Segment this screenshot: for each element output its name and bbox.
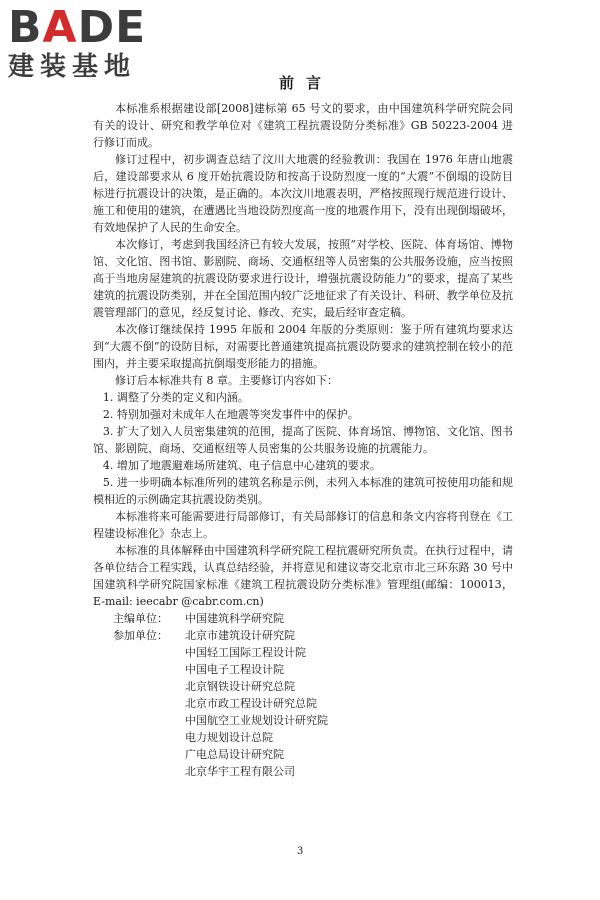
paragraph: 本次修订，考虑到我国经济已有较大发展，按照“对学校、医院、体育场馆、博物馆、文化馆、图书馆、影剧院、商场、交通枢纽等人员密集的公共服务设施，应当按照高于当地房屋建筑的抗震设防要求进行设计，增强抗震设防能力”的要求，提高了某些建筑的抗震设防类别，并在全国范围内较广泛地征求了有关设计、科研、教学单位及抗震管理部门的意见，经反复讨论、修改、充实，最后经审查定稿。 [93, 238, 513, 319]
revision-item: 4. 增加了地震避难场所建筑、电子信息中心建筑的要求。 [102, 459, 381, 472]
paragraph: 本次修订继续保持 1995 年版和 2004 年版的分类原则：鉴于所有建筑均要求达到“大震不倒”的设防目标，对需要比普通建筑提高抗震设防要求的建筑控制在较小的范围内，并主要采取提高抗倒塌变形能力的措施。 [93, 323, 513, 370]
paragraph: 本标准将来可能需要进行局部修订，有关局部修订的信息和条文内容将刊登在《工程建设标准化》杂志上。 [93, 510, 513, 540]
participating-unit: 电力规划设计总院 [185, 731, 273, 744]
revision-item: 1. 调整了分类的定义和内涵。 [102, 391, 249, 404]
chief-unit-label: 主编单位： [113, 612, 168, 625]
participating-label: 参加单位： [113, 629, 168, 642]
participating-unit: 中国轻工国际工程设计院 [185, 646, 306, 659]
participating-unit: 北京市政工程设计研究总院 [185, 697, 317, 710]
revision-item: 2. 特别加强对未成年人在地震等突发事件中的保护。 [102, 408, 359, 421]
bade-logo [8, 2, 178, 82]
participating-unit: 北京市建筑设计研究院 [185, 629, 295, 642]
participating-unit: 广电总局设计研究院 [185, 748, 284, 761]
paragraph: 修订过程中，初步调查总结了汶川大地震的经验教训：我国在 1976 年唐山地震后，建设部要求从 6 度开始抗震设防和按高于设防烈度一度的“大震”不倒塌的设防目标进行抗震设计的决策，是正确的。本次汶川地震表明，严格按照现行规范进行设计、施工和使用的建筑，在遭遇比当地设防烈度高一度的地震作用下，没有出现倒塌破坏，有效地保护了人民的生命安全。 [93, 153, 513, 234]
participating-unit: 中国航空工业规划设计研究院 [185, 714, 328, 727]
revision-item: 5. 进一步明确本标准所列的建筑名称是示例，未列入本标准的建筑可按使用功能和规模相近的示例确定其抗震设防类别。 [93, 476, 513, 506]
paragraph: 修订后本标准共有 8 章。主要修订内容如下： [115, 374, 338, 387]
participating-units-row [93, 627, 513, 780]
page-title: 前言 [278, 74, 333, 92]
participating-units-list [185, 627, 513, 780]
participating-unit: 北京华宇工程有限公司 [185, 765, 295, 778]
chief-unit-value: 中国建筑科学研究院 [185, 612, 284, 625]
paragraph: 本标准系根据建设部[2008]建标第 65 号文的要求，由中国建筑科学研究院会同有关的设计、研究和教学单位对《建筑工程抗震设防分类标准》GB 50223-2004 进行修订而成。 [93, 102, 513, 149]
revision-item: 3. 扩大了划入人员密集建筑的范围，提高了医院、体育场馆、博物馆、文化馆、图书馆、影剧院、商场、交通枢纽等人员密集的公共服务设施的抗震能力。 [93, 425, 513, 455]
logo-subtitle: 建装基地 [8, 52, 137, 82]
chief-unit-row [93, 610, 513, 627]
participating-unit: 中国电子工程设计院 [185, 663, 284, 676]
logo-wordmark: BADE [8, 2, 147, 53]
page-number: 3 [296, 846, 304, 857]
paragraph: 本标准的具体解释由中国建筑科学研究院工程抗震研究所负责。在执行过程中，请各单位结合工程实践，认真总结经验，并将意见和建议寄交北京市北三环东路 30 号中国建筑科学研究院国家标准《建筑工程抗震设防分类标准》管理组(邮编：100013，E-mail: ieecabr @cabr.com.cn) [93, 544, 513, 608]
participating-unit: 北京钢铁设计研究总院 [185, 680, 295, 693]
preface-body [93, 100, 513, 780]
